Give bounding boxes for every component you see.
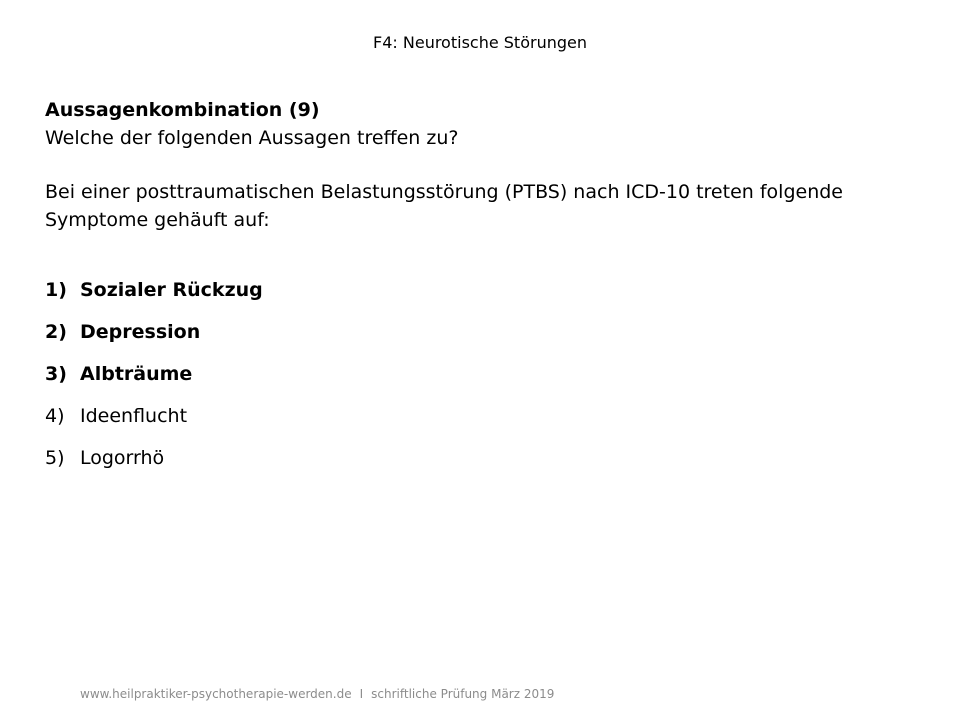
spacer [45,152,925,178]
slide-footer [80,686,554,702]
question-block [45,96,925,234]
slide-header [0,32,960,54]
footer-exam-label: schriftliche Prüfung März 2019 [371,687,555,701]
option-text: Sozialer Rückzug [80,279,263,301]
answer-option-5 [45,444,263,472]
slide-title: F4: Neurotische Störungen [373,33,587,52]
answer-option-4 [45,402,263,430]
option-number: 4) [45,405,65,427]
question-stem-line-2: Symptome gehäuft auf: [45,209,270,231]
answer-option-3 [45,360,263,388]
option-text: Albträume [80,363,193,385]
option-text: Depression [80,321,201,343]
footer-website: www.heilpraktiker-psychotherapie-werden.de [80,687,352,701]
question-prompt: Welche der folgenden Aussagen treffen zu? [45,127,459,149]
footer-separator: I [359,687,364,701]
option-text: Ideenflucht [80,405,188,427]
question-stem-line-1: Bei einer posttraumatischen Belastungsstörung (PTBS) nach ICD-10 treten folgende [45,181,843,203]
answer-option-1 [45,276,263,304]
question-heading: Aussagenkombination (9) [45,99,320,121]
option-number: 1) [45,279,67,301]
option-text: Logorrhö [80,447,165,469]
option-number: 3) [45,363,67,385]
option-number: 2) [45,321,67,343]
answer-options [45,276,263,486]
option-number: 5) [45,447,65,469]
answer-option-2 [45,318,263,346]
